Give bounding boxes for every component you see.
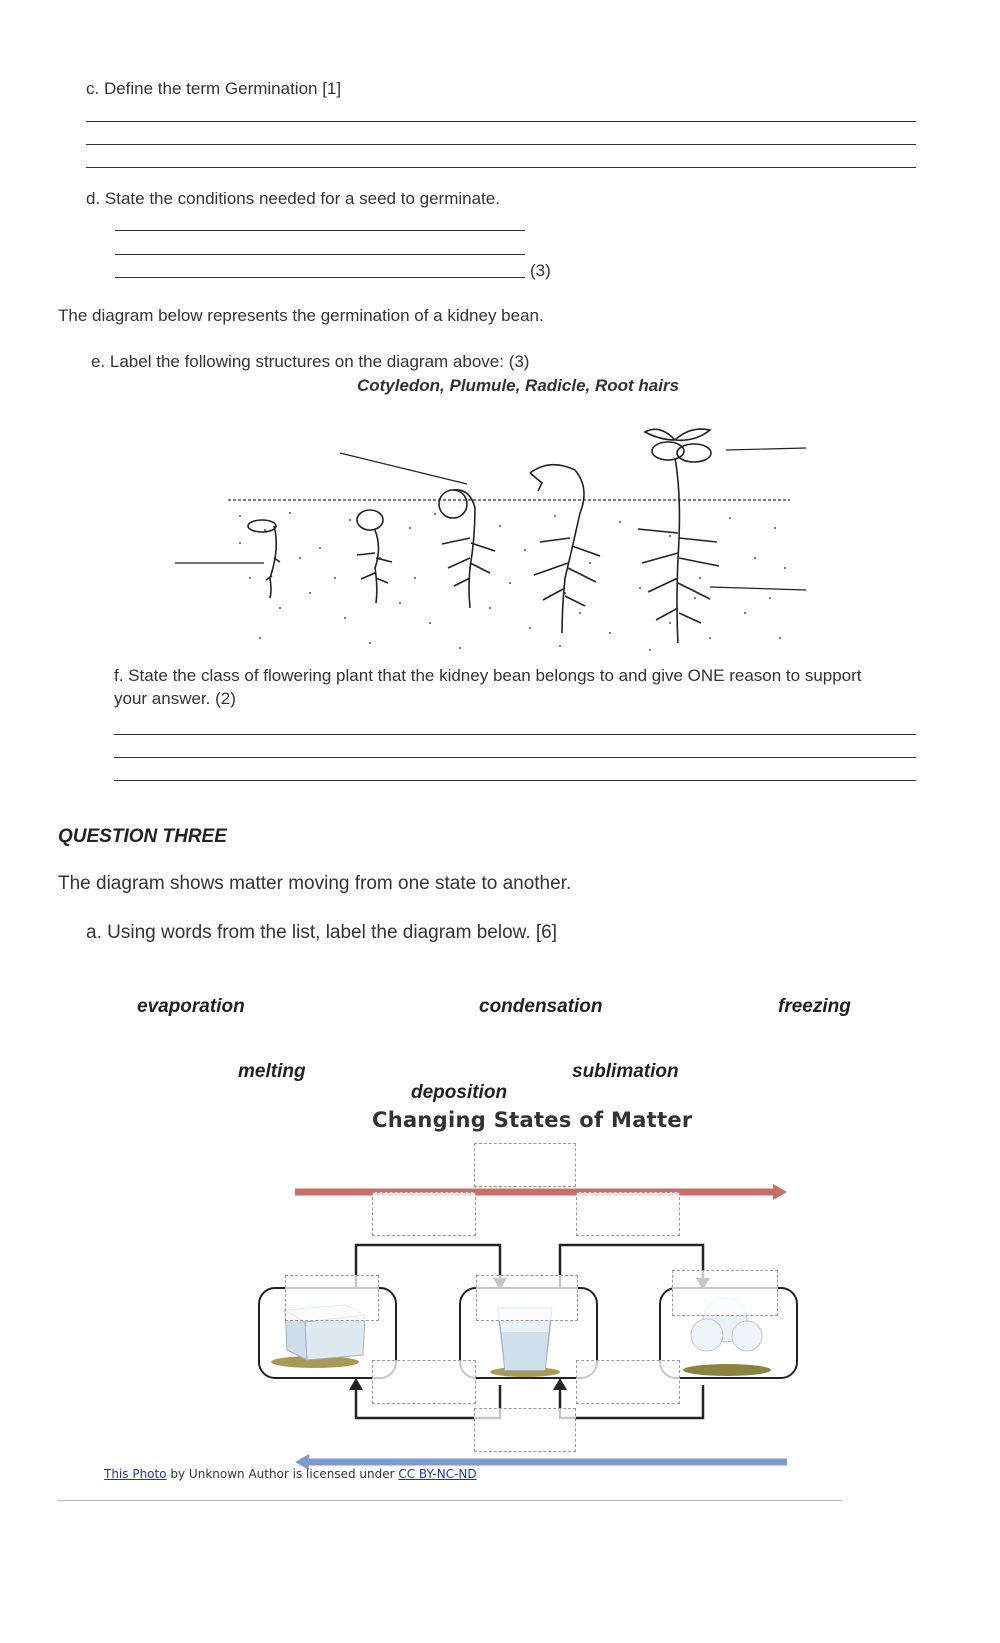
question-three-intro: The diagram shows matter moving from one state to another. — [58, 873, 572, 894]
answer-line[interactable] — [86, 121, 916, 122]
credit-text: by Unknown Author is licensed under — [166, 1467, 399, 1481]
answer-line[interactable] — [115, 277, 525, 278]
answer-line[interactable] — [86, 144, 916, 145]
seedlings — [248, 429, 719, 643]
label-box-solid[interactable] — [285, 1275, 379, 1321]
credit-photo-link[interactable]: This Photo — [104, 1467, 167, 1481]
question-e: e. Label the following structures on the diagram above: (3) — [91, 352, 530, 371]
label-box-gas[interactable] — [672, 1270, 778, 1316]
question-c: c. Define the term Germination [1] — [86, 79, 342, 98]
answer-line[interactable] — [86, 167, 916, 168]
diagram-title: Changing States of Matter — [372, 1108, 693, 1132]
label-box-top-arrow[interactable] — [474, 1143, 576, 1187]
soil — [228, 500, 790, 651]
word-evaporation: evaporation — [137, 996, 245, 1017]
question-f-line2: your answer. (2) — [114, 689, 236, 708]
word-sublimation: sublimation — [572, 1061, 679, 1082]
diagram-intro: The diagram below represents the germination of a kidney bean. — [58, 306, 544, 325]
label-box-solid-to-liquid[interactable] — [372, 1192, 476, 1236]
word-melting: melting — [238, 1061, 306, 1082]
label-lines — [175, 448, 806, 590]
answer-line[interactable] — [114, 780, 916, 781]
photo-credit — [104, 1467, 477, 1481]
label-box-bottom-arrow[interactable] — [474, 1408, 576, 1452]
structure-terms: Cotyledon, Plumule, Radicle, Root hairs — [356, 376, 680, 395]
label-box-liquid-to-solid[interactable] — [372, 1360, 476, 1404]
answer-line[interactable] — [114, 757, 916, 758]
answer-line[interactable] — [114, 734, 916, 735]
question-three-heading: QUESTION THREE — [58, 826, 227, 847]
credit-license-link[interactable]: CC BY-NC-ND — [398, 1467, 477, 1481]
label-box-gas-to-liquid[interactable] — [576, 1360, 680, 1404]
word-condensation: condensation — [479, 996, 603, 1017]
question-d-marks: (3) — [530, 261, 551, 280]
seed-1 — [248, 520, 276, 532]
seed-2 — [357, 510, 383, 530]
answer-line[interactable] — [115, 254, 525, 255]
word-freezing: freezing — [778, 996, 851, 1017]
page-divider — [57, 1500, 842, 1501]
label-box-liquid-to-gas[interactable] — [576, 1192, 680, 1236]
question-d: d. State the conditions needed for a seed to germinate. — [86, 189, 500, 208]
question-f-line1: f. State the class of flowering plant that the kidney bean belongs to and give ONE reason to support — [114, 666, 862, 685]
top-arrow-head — [773, 1184, 787, 1200]
question-three-part-a: a. Using words from the list, label the diagram below. [6] — [86, 922, 558, 943]
seed-3 — [439, 490, 467, 518]
germination-diagram — [170, 418, 840, 663]
label-box-liquid[interactable] — [476, 1275, 578, 1321]
answer-line[interactable] — [115, 230, 525, 231]
word-deposition: deposition — [411, 1082, 508, 1103]
